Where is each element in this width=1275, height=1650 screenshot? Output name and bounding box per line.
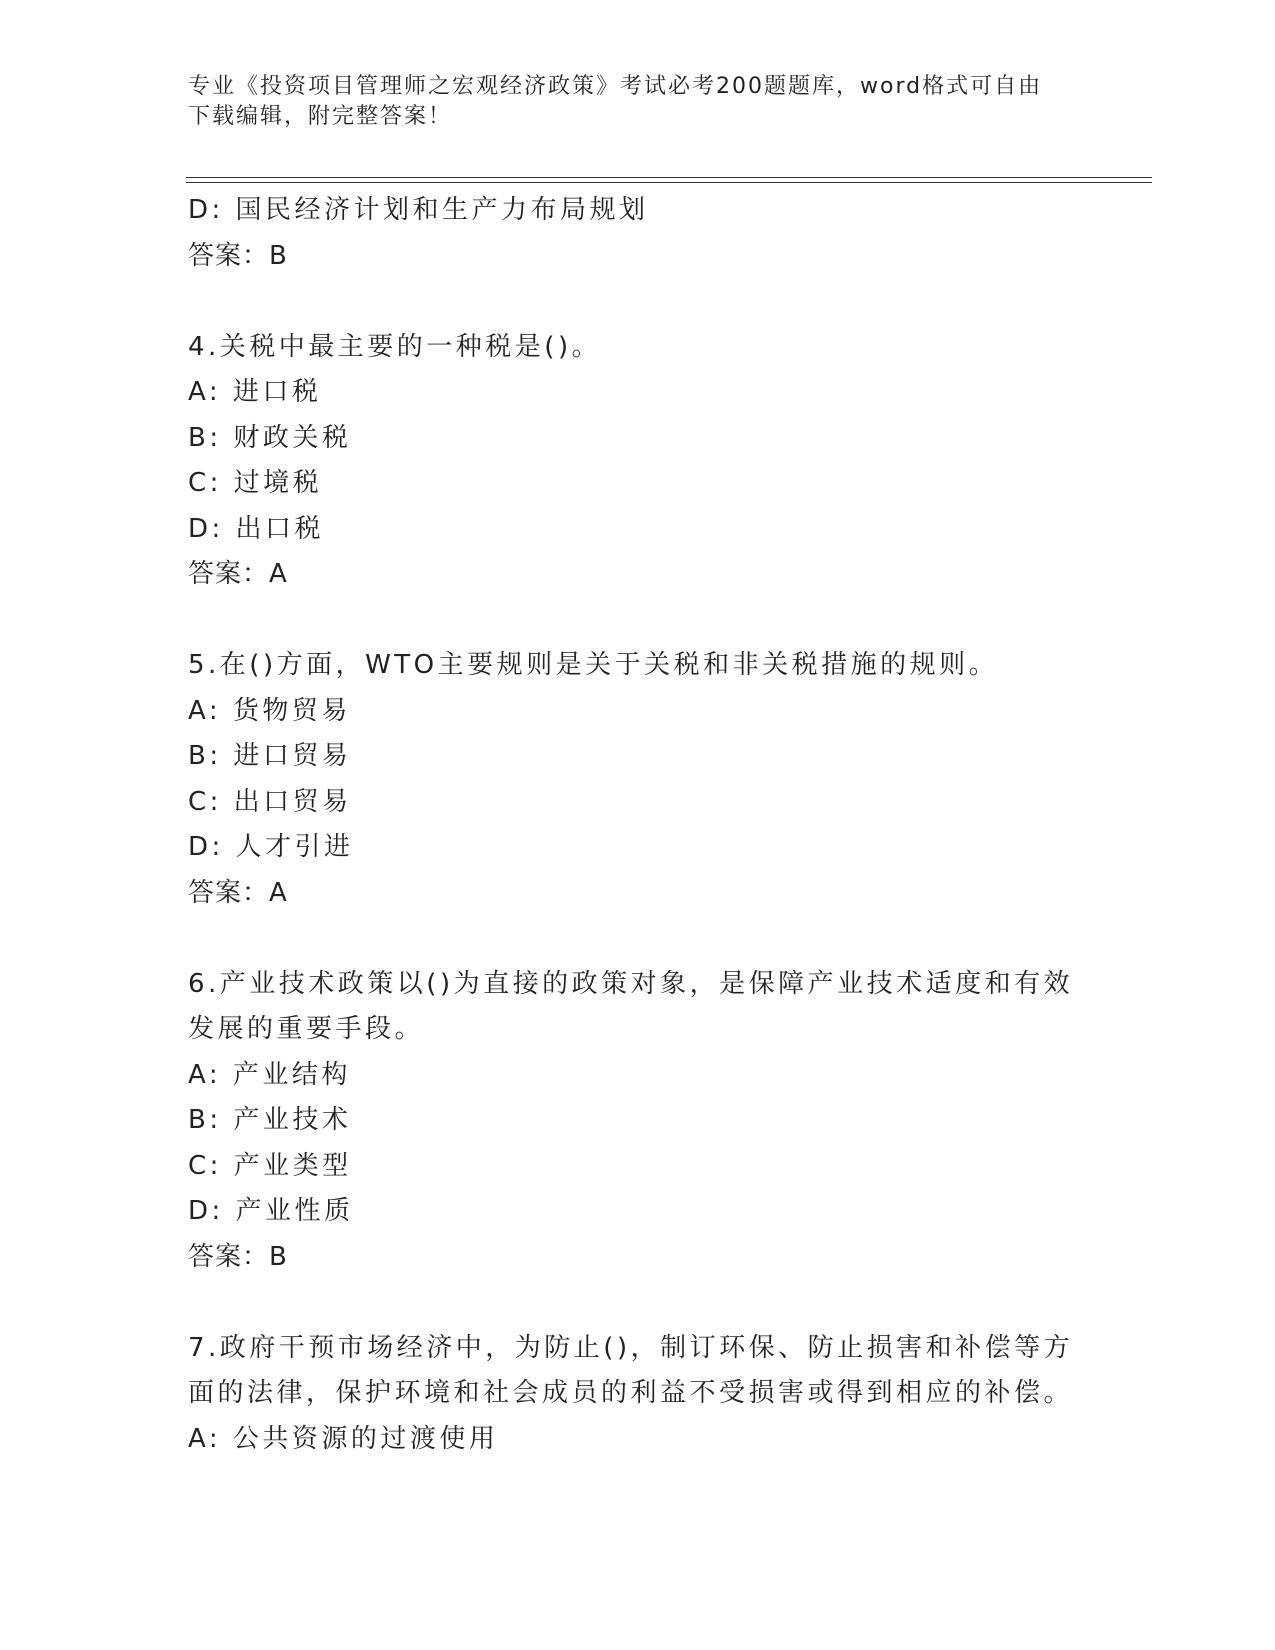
question-list <box>188 188 1074 1462</box>
question-6-option-c: C: 产业类型 <box>188 1150 352 1181</box>
question-7-text-line-2: 面的法律，保护环境和社会成员的利益不受损害或得到相应的补偿。 <box>188 1378 1074 1408</box>
question-4 <box>188 325 1068 598</box>
question-6-option-d: D: 产业性质 <box>188 1196 354 1226</box>
question-6-option-b: B: 产业技术 <box>188 1105 352 1135</box>
header-rule-bottom <box>186 182 1152 183</box>
question-5-option-a: A: 货物贸易 <box>188 695 351 726</box>
question-6-option-a: A: 产业结构 <box>188 1059 351 1090</box>
question-4-option-c: C: 过境税 <box>188 468 323 498</box>
question-7 <box>188 1326 1074 1463</box>
question-4-option-b: B: 财政关税 <box>188 422 352 453</box>
question-6-answer: 答案：B <box>188 1241 288 1272</box>
question-5 <box>188 643 1068 916</box>
spacer <box>188 598 1068 644</box>
question-6 <box>188 962 1074 1281</box>
question-7-text-line-1: 7.政府干预市场经济中，为防止()，制订环保、防止损害和补偿等方 <box>188 1332 1074 1363</box>
question-7-option-a: A: 公共资源的过渡使用 <box>188 1423 499 1454</box>
question-5-option-b: B: 进口贸易 <box>188 741 352 771</box>
header-line-2: 下载编辑，附完整答案！ <box>188 104 453 129</box>
question-5-answer: 答案：A <box>188 877 288 908</box>
question-4-option-a: A: 进口税 <box>188 377 322 407</box>
spacer <box>188 1280 1068 1326</box>
header-rule-top <box>186 177 1152 178</box>
spacer <box>188 279 1068 325</box>
question-4-answer: 答案：A <box>188 559 288 589</box>
question-6-text-line-2: 发展的重要手段。 <box>188 1014 425 1044</box>
question-6-text-line-1: 6.产业技术政策以()为直接的政策对象，是保障产业技术适度和有效 <box>188 968 1074 999</box>
prev-answer: 答案：B <box>188 240 288 271</box>
question-5-option-c: C: 出口贸易 <box>188 786 352 817</box>
question-4-option-d: D: 出口税 <box>188 513 325 544</box>
spacer <box>188 916 1068 962</box>
question-5-option-d: D: 人才引进 <box>188 832 354 862</box>
question-5-text: 5.在()方面，WTO主要规则是关于关税和非关税措施的规则。 <box>188 650 999 680</box>
question-4-text: 4.关税中最主要的一种税是()。 <box>188 331 602 362</box>
header-line-1: 专业《投资项目管理师之宏观经济政策》考试必考200题题库，word格式可自由 <box>188 74 1043 99</box>
prev-option-d: D: 国民经济计划和生产力布局规划 <box>188 195 649 225</box>
document-header <box>188 72 1068 132</box>
